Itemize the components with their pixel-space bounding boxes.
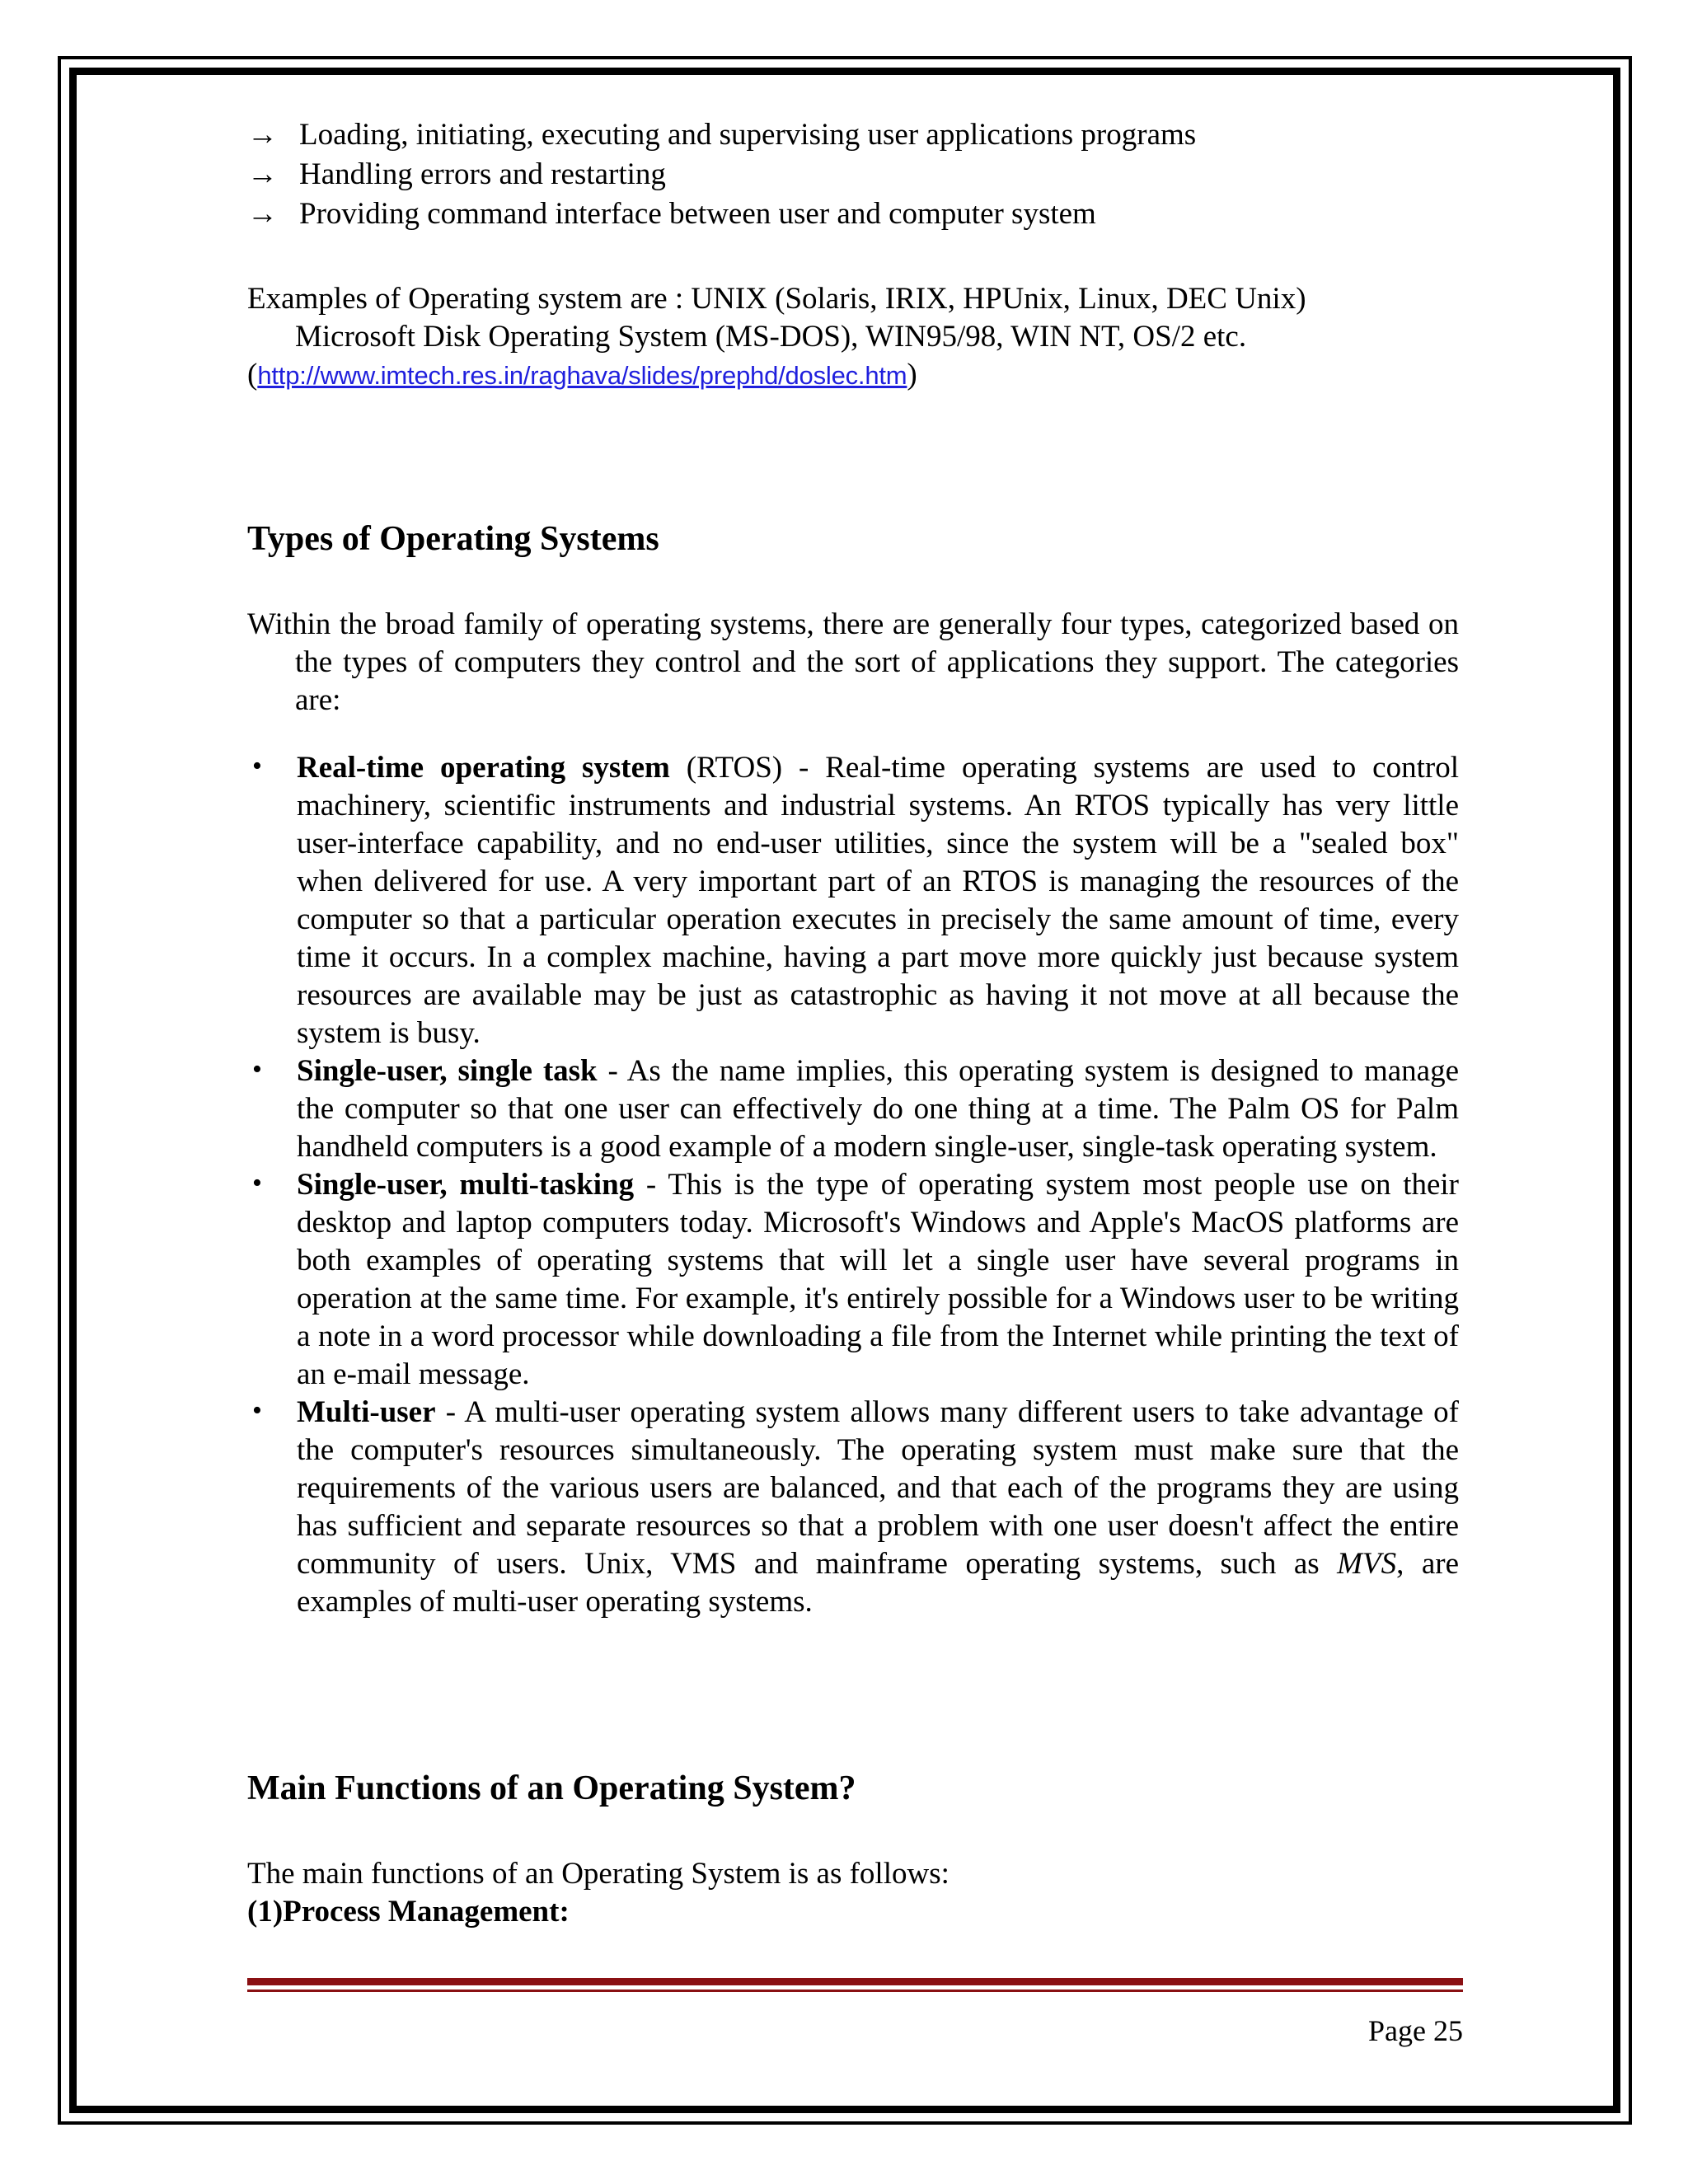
arrow-right-icon: → <box>247 118 278 152</box>
examples-url-line <box>247 356 1459 395</box>
bullet-dot-icon: • <box>252 1395 262 1426</box>
os-types-bullet-list <box>247 749 1459 1621</box>
list-item <box>247 155 1459 194</box>
list-item-label: Handling errors and restarting <box>299 157 666 191</box>
list-item-body-before: - A multi-user operating system allows many different users to take advantage of the computer's resources simultaneously. The operating system must make sure that the requirements of the various users are balanced, and that each of the programs they are using has sufficient and separate resources so that a problem with one user doesn't affect the entire community of users. Unix, VMS and mainframe operating systems, such as <box>297 1395 1459 1581</box>
main-functions-title: Main Functions of an Operating System? <box>247 1769 856 1807</box>
list-item-body-after: , are examples of multi-user operating systems. <box>297 1547 1460 1619</box>
main-functions-intro: The main functions of an Operating System is as follows: <box>247 1857 950 1891</box>
footer-rule-thin <box>247 1990 1463 1992</box>
page-title: Types of Operating Systems <box>247 520 659 558</box>
list-item-body: - This is the type of operating system most people use on their desktop and laptop computers today. Microsoft's Windows and Apple's MacOS platforms are both examples of operating systems that will let a single user have several programs in operation at the same time. For example, it's entirely possible for a Windows user to be writing a note in a word processor while downloading a file from the Internet while printing the text of an e-mail message. <box>297 1168 1459 1391</box>
page-content <box>247 115 1459 1931</box>
bullet-dot-icon: • <box>252 1054 262 1085</box>
list-item <box>247 1394 1459 1621</box>
main-functions-item-1: (1)Process Management: <box>247 1895 570 1929</box>
arrow-right-icon: → <box>247 197 278 231</box>
bullet-dot-icon: • <box>252 751 262 781</box>
list-item-lead: Real-time operating system <box>297 751 670 785</box>
examples-line-2: Microsoft Disk Operating System (MS-DOS), WIN95/98, WIN NT, OS/2 etc. <box>295 320 1247 354</box>
examples-line-1: Examples of Operating system are : UNIX (Solaris, IRIX, HPUnix, Linux, DEC Unix) <box>247 282 1306 316</box>
page-footer <box>247 1978 1463 2048</box>
list-item-lead: Single-user, multi-tasking <box>297 1168 635 1202</box>
list-item-italic-term: MVS <box>1337 1547 1397 1581</box>
list-item-lead: Single-user, single task <box>297 1054 598 1088</box>
footer-rule-thick <box>247 1978 1463 1985</box>
list-item <box>247 1166 1459 1394</box>
list-item <box>247 194 1459 234</box>
list-item-lead: Multi-user <box>297 1395 436 1429</box>
list-item-body: (RTOS) - Real-time operating systems are used to control machinery, scientific instruments and industrial systems. An RTOS typically has very little user-interface capability, and no end-user utilities, since the system will be a "sealed box" when delivered for use. A very important part of an RTOS is managing the resources of the computer so that a particular operation executes in precisely the same amount of time, every time it occurs. In a complex machine, having a part move more quickly just because system resources are available may be just as catastrophic as having it not move at all because the system is busy. <box>297 751 1459 1050</box>
list-item <box>247 749 1459 1052</box>
doslec-url-link[interactable]: http://www.imtech.res.in/raghava/slides/prephd/doslec.htm <box>257 361 907 390</box>
arrow-right-icon: → <box>247 157 278 191</box>
examples-paragraph <box>247 280 1459 395</box>
bullet-dot-icon: • <box>252 1168 262 1198</box>
list-item <box>247 1052 1459 1166</box>
list-item <box>247 115 1459 155</box>
arrow-bullet-list <box>247 115 1459 234</box>
open-paren: ( <box>247 358 258 391</box>
close-paren: ) <box>907 358 917 391</box>
page-number: Page 25 <box>1368 2014 1463 2047</box>
types-intro-paragraph: Within the broad family of operating systems, there are generally four types, categorized based on the types of computers they control and the sort of applications they support. The categories are: <box>247 607 1459 717</box>
list-item-label: Providing command interface between user and computer system <box>299 197 1096 231</box>
list-item-body: - As the name implies, this operating system is designed to manage the computer so that one user can effectively do one thing at a time. The Palm OS for Palm handheld computers is a good example of a modern single-user, single-task operating system. <box>297 1054 1459 1164</box>
list-item-label: Loading, initiating, executing and supervising user applications programs <box>299 118 1197 152</box>
